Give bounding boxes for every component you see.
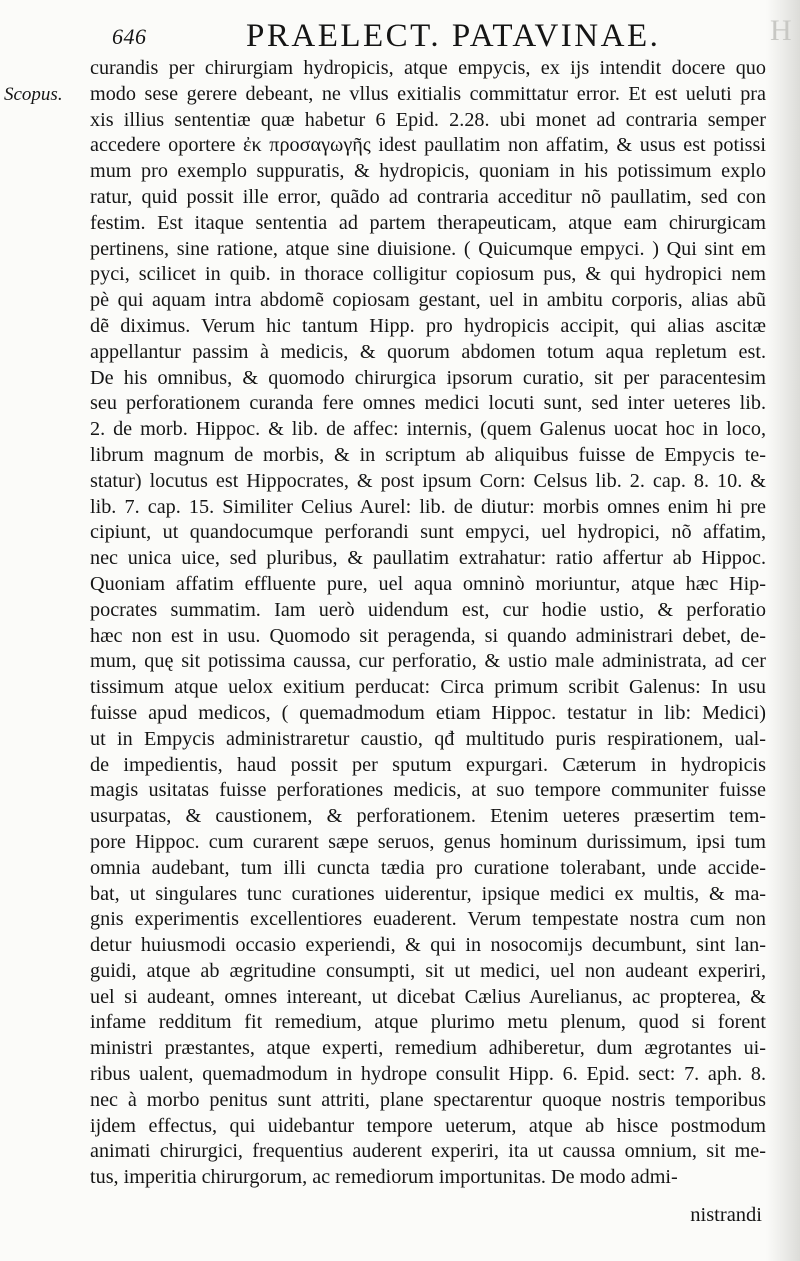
running-title: PRAELECT. PATAVINAE. xyxy=(246,18,661,54)
text-line: pertinens, sine ratione, atque sine diuisione. ( Quicumque empyci. ) Qui sint em xyxy=(90,237,766,260)
text-line: infame redditum fit remedium, atque plurimo metu plenum, quod si forent xyxy=(90,1011,766,1034)
text-line: ratur, quid possit ille error, quãdo ad contraria acceditur nõ paullatim, sed con xyxy=(90,185,766,208)
text-line: ministri præstantes, atque experti, remedium adhiberetur, dum ægrotantes ui- xyxy=(90,1037,766,1060)
text-line: animati chirurgici, frequentius auderent experiri, ita ut caussa omnium, sit me- xyxy=(90,1140,766,1163)
catchword: nistrandi xyxy=(690,1204,762,1226)
text-line: guidi, atque ab ægritudine consumpti, sit ut medici, uel non audeant experiri, xyxy=(90,959,766,982)
text-line: appellantur passim à medicis, & quorum abdomen totum aqua repletum est. xyxy=(90,340,766,363)
facing-page-bleedthrough: H xyxy=(770,14,792,47)
text-line: pore Hippoc. cum curarent sæpe seruos, genus hominum durissimum, ipsi tum xyxy=(90,830,766,853)
text-line: tus, imperitia chirurgorum, ac remediorum importunitas. De modo admi- xyxy=(90,1166,678,1189)
text-line: hæc non est in usu. Quomodo sit peragenda, si quando administrari debet, de- xyxy=(90,624,766,647)
text-line: nec à morbo penitus sunt attriti, plane spectarentur quoque nostris temporibus xyxy=(90,1088,766,1111)
text-line: bat, ut singulares tunc curationes uiderentur, ipsique medici ex multis, & ma- xyxy=(90,882,766,905)
text-line: accedere oportere ἐκ προσαγωγῆς idest paullatim non affatim, & usus est potissi xyxy=(90,134,766,157)
text-line: pyci, scilicet in quib. in thorace colligitur copiosum pus, & qui hydropici nem xyxy=(90,263,766,286)
text-line: mum pro exemplo suppuratis, & hydropicis, quoniam in his potissimum explo xyxy=(90,160,766,183)
text-line: pè qui aquam intra abdomẽ copiosam gestant, uel in ambitu corporis, alias abũ xyxy=(90,289,766,312)
text-line: magis usitatas fuisse perforationes medicis, at suo tempore communiter fuisse xyxy=(90,779,766,802)
text-line: Quoniam affatim effluente pure, uel aqua omninò moriuntur, atque hæc Hip- xyxy=(90,572,766,595)
text-line: detur huiusmodi occasio experiendi, & qui in nosocomijs decumbunt, sint lan- xyxy=(90,934,766,957)
text-line: uel si audeant, omnes intereant, ut dicebat Cælius Aurelianus, ac propterea, & xyxy=(90,985,766,1008)
text-line: festim. Est itaque sententia ad partem therapeuticam, atque eam chirurgicam xyxy=(90,211,766,234)
text-line: pocrates summatim. Iam uerò uidendum est, cur hodie ustio, & perforatio xyxy=(90,598,766,621)
margin-note: Scopus. xyxy=(4,84,63,105)
text-line: 2. de morb. Hippoc. & lib. de affec: internis, (quem Galenus uocat hoc in loco, xyxy=(90,418,766,441)
text-line: tissimum atque uelox exitium perducat: Circa primum scribit Galenus: In usu xyxy=(90,676,766,699)
text-line: omnia audebant, tum illi cuncta tædia pro curatione tolerabant, unde accide- xyxy=(90,856,766,879)
text-line: De his omnibus, & quomodo chirurgica ipsorum curatio, sit per paracentesim xyxy=(90,366,766,389)
page-header xyxy=(112,18,762,58)
text-line: xis illius sententiæ quæ habetur 6 Epid. 2.28. ubi monet ad contraria semper xyxy=(90,108,766,131)
page-number: 646 xyxy=(112,24,147,49)
page-edge-shadow xyxy=(766,0,800,1261)
text-line: lib. 7. cap. 15. Similiter Celius Aurel: lib. de diutur: morbis omnes enim hi pre xyxy=(90,495,766,518)
text-line: gnis experimentis excellentiores euaderent. Verum tempestate nostra cum non xyxy=(90,908,766,931)
text-line: ribus ualent, quemadmodum in hydrope consulit Hipp. 6. Epid. sect: 7. aph. 8. xyxy=(90,1063,766,1086)
text-line: curandis per chirurgiam hydropicis, atque empycis, ex ijs intendit docere quo xyxy=(90,57,766,79)
text-line: statur) locutus est Hippocrates, & post ipsum Corn: Celsus lib. 2. cap. 8. 10. & xyxy=(90,469,766,492)
text-line: librum magnum de morbis, & in scriptum ab aliquibus fuisse de Empycis te- xyxy=(90,443,766,466)
text-line: cipiunt, ut quandocumque perforandi sunt empyci, uel hydropici, nõ affatim, xyxy=(90,521,766,544)
text-line: seu perforationem curanda fere omnes medici locuti sunt, sed inter ueteres lib. xyxy=(90,392,766,415)
text-line: fuisse apud medicos, ( quemadmodum etiam Hippoc. testatur in lib: Medici) xyxy=(90,701,766,724)
text-line: ut in Empycis administraretur caustio, qđ multitudo puris respirationem, ual- xyxy=(90,727,766,750)
body-text xyxy=(90,56,766,1191)
text-line: de impedientis, haud possit per sputum expurgari. Cæterum in hydropicis xyxy=(90,753,766,776)
text-line: nec unica uice, sed pluribus, & paullatim extrahatur: ratio affertur ab Hippoc. xyxy=(90,547,766,570)
text-line: mum, quę sit potissima caussa, cur perforatio, & ustio male administrata, ad cer xyxy=(90,650,766,673)
text-line: ijdem effectus, qui uidebantur tempore ueterum, atque ab hisce postmodum xyxy=(90,1114,766,1137)
text-line: usurpatas, & caustionem, & perforationem. Etenim ueteres præsertim tem- xyxy=(90,805,766,828)
text-line: modo sese gerere debeant, ne vllus exitialis committatur error. Et est ueluti pra xyxy=(90,82,766,105)
text-line: dẽ diximus. Verum hic tantum Hipp. pro hydropicis accipit, qui alias ascitæ xyxy=(90,314,766,337)
